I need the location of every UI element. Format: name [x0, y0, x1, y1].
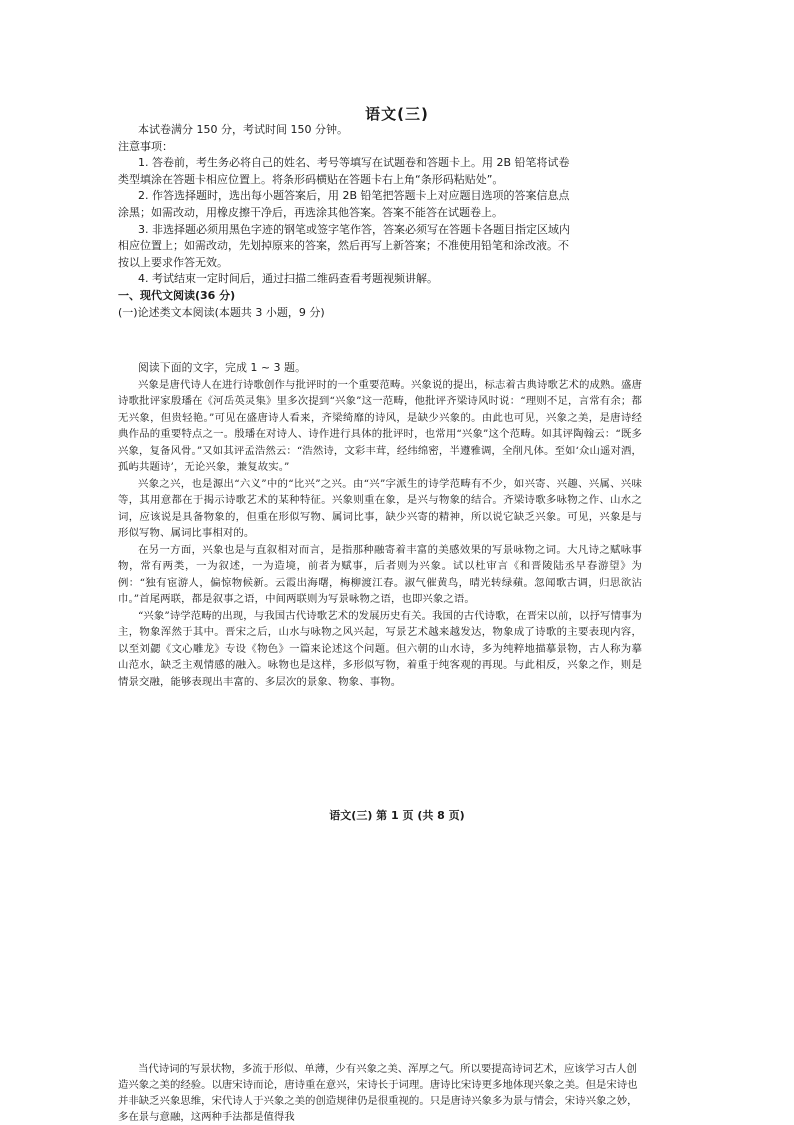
passage-paragraph: 兴象是唐代诗人在进行诗歌创作与批评时的一个重要范畴。兴象说的提出，标志着古典诗歌艺术的成熟。盛唐诗歌批评家殷璠在《河岳英灵集》里多次提到“兴象”这一范畴，他批评齐梁诗风时说：“理则不足，言常有余；都无兴象，但贵轻艳。”可见在盛唐诗人看来，齐梁绮靡的诗风，是缺少兴象的。由此也可见，兴象之美，是唐诗经典作品的重要特点之一。殷璠在对诗人、诗作进行具体的批评时，也常用“兴象”这个范畴。如其评陶翰云：“既多兴象，复备风骨。”又如其评孟浩然云：“浩然诗，文彩丰茸，经纬绵密，半遵雅调，全削凡体。至如‘众山遥对酒，孤屿共题诗’，无论兴象，兼复故实。”	[118, 378, 642, 473]
notice-heading: 注意事项：	[118, 139, 173, 153]
page-footer: 语文(三) 第 1 页 (共 8 页)	[329, 809, 465, 822]
passage-paragraph: “兴象”诗学范畴的出现，与我国古代诗歌艺术的发展历史有关。我国的古代诗歌，在晋宋以前，以抒写情事为主，物象浑然于其中。晋宋之后，山水与咏物之风兴起，写景艺术越来越发达，物象成了诗歌的主要表现内容，以至刘勰《文心雕龙》专设《物色》一篇来论述这个问题。但六朝的山水诗，多为纯粹地描摹景物，古人称为摹山范水，缺乏主观情感的融入。咏物也是这样，多形似写物，着重于纯客观的再现。与此相反，兴象之作，则是情景交融，能够表现出丰富的、多层次的景象、物象、事物。	[118, 609, 642, 688]
passage-paragraph: 在另一方面，兴象也是与直叙相对而言，是指那种融寄着丰富的美感效果的写景咏物之词。大凡诗之赋咏事物，常有两类，一为叙述，一为造境，前者为赋事，后者则为兴象。试以杜审言《和晋陵陆丞早春游望》为例：“独有宦游人，偏惊物候新。云霞出海曙，梅柳渡江春。淑气催黄鸟，晴光转绿蘋。忽闻歌古调，归思欲沾巾。”首尾两联，都是叙事之语，中间两联则为写景咏物之语，也即兴象之语。	[118, 543, 642, 605]
notice-item: 3. 非选择题必须用黑色字迹的钢笔或签字笔作答，答案必须写在答题卡各题目指定区域内相应位置上；如需改动，先划掉原来的答案，然后再写上新答案；不准使用铅笔和涂改液。不按以上要求作答无效。	[118, 222, 570, 269]
notice-item: 1. 答卷前，考生务必将自己的姓名、考号等填写在试题卷和答题卡上。用 2B 铅笔将试卷类型填涂在答题卡相应位置上。将条形码横贴在答题卡右上角“条形码粘贴处”。	[118, 156, 570, 186]
page-title: 语文(三)	[365, 105, 429, 123]
subsection-heading: (一)论述类文本阅读(本题共 3 小题，9 分)	[118, 305, 325, 319]
notice-item: 4. 考试结束一定时间后，通过扫描二维码查看考题视频讲解。	[138, 272, 438, 286]
reading-passage-continued	[118, 1061, 642, 1125]
reading-passage	[118, 360, 642, 690]
passage-paragraph: 当代诗词的写景状物，多流于形似、单薄，少有兴象之美、浑厚之气。所以要提高诗词艺术，应该学习古人创造兴象之美的经验。以唐宋诗而论，唐诗重在意兴，宋诗长于词理。唐诗比宋诗更多地体现兴象之美。但是宋诗也并非缺乏兴象思维，宋代诗人于兴象之美的创造规律仍是很重视的。只是唐诗兴象多为景与情会，宋诗兴象之妙，多在景与意融，这两种手法都是值得我	[118, 1063, 638, 1123]
intro-text: 本试卷满分 150 分，考试时间 150 分钟。	[138, 123, 348, 136]
exam-instructions	[118, 122, 572, 321]
passage-paragraph: 兴象之兴，也是源出“六义”中的“比兴”之兴。由“兴”字派生的诗学范畴有不少，如兴寄、兴趣、兴属、兴味等，其用意都在于揭示诗歌艺术的某种特征。兴象则重在象，是兴与物象的结合。齐梁诗歌多咏物之作、山水之词，应该说是具备物象的，但重在形似写物、属词比事，缺少兴寄的精神，所以说它缺乏兴象。可见，兴象是与形似写物、属词比事相对的。	[118, 477, 642, 539]
notice-item: 2. 作答选择题时，选出每小题答案后，用 2B 铅笔把答题卡上对应题目选项的答案信息点涂黑；如需改动，用橡皮擦干净后，再选涂其他答案。答案不能答在试题卷上。	[118, 189, 570, 219]
reading-instruction: 阅读下面的文字，完成 1 ~ 3 题。	[138, 361, 306, 374]
section-heading: 一、现代文阅读(36 分)	[118, 288, 236, 302]
